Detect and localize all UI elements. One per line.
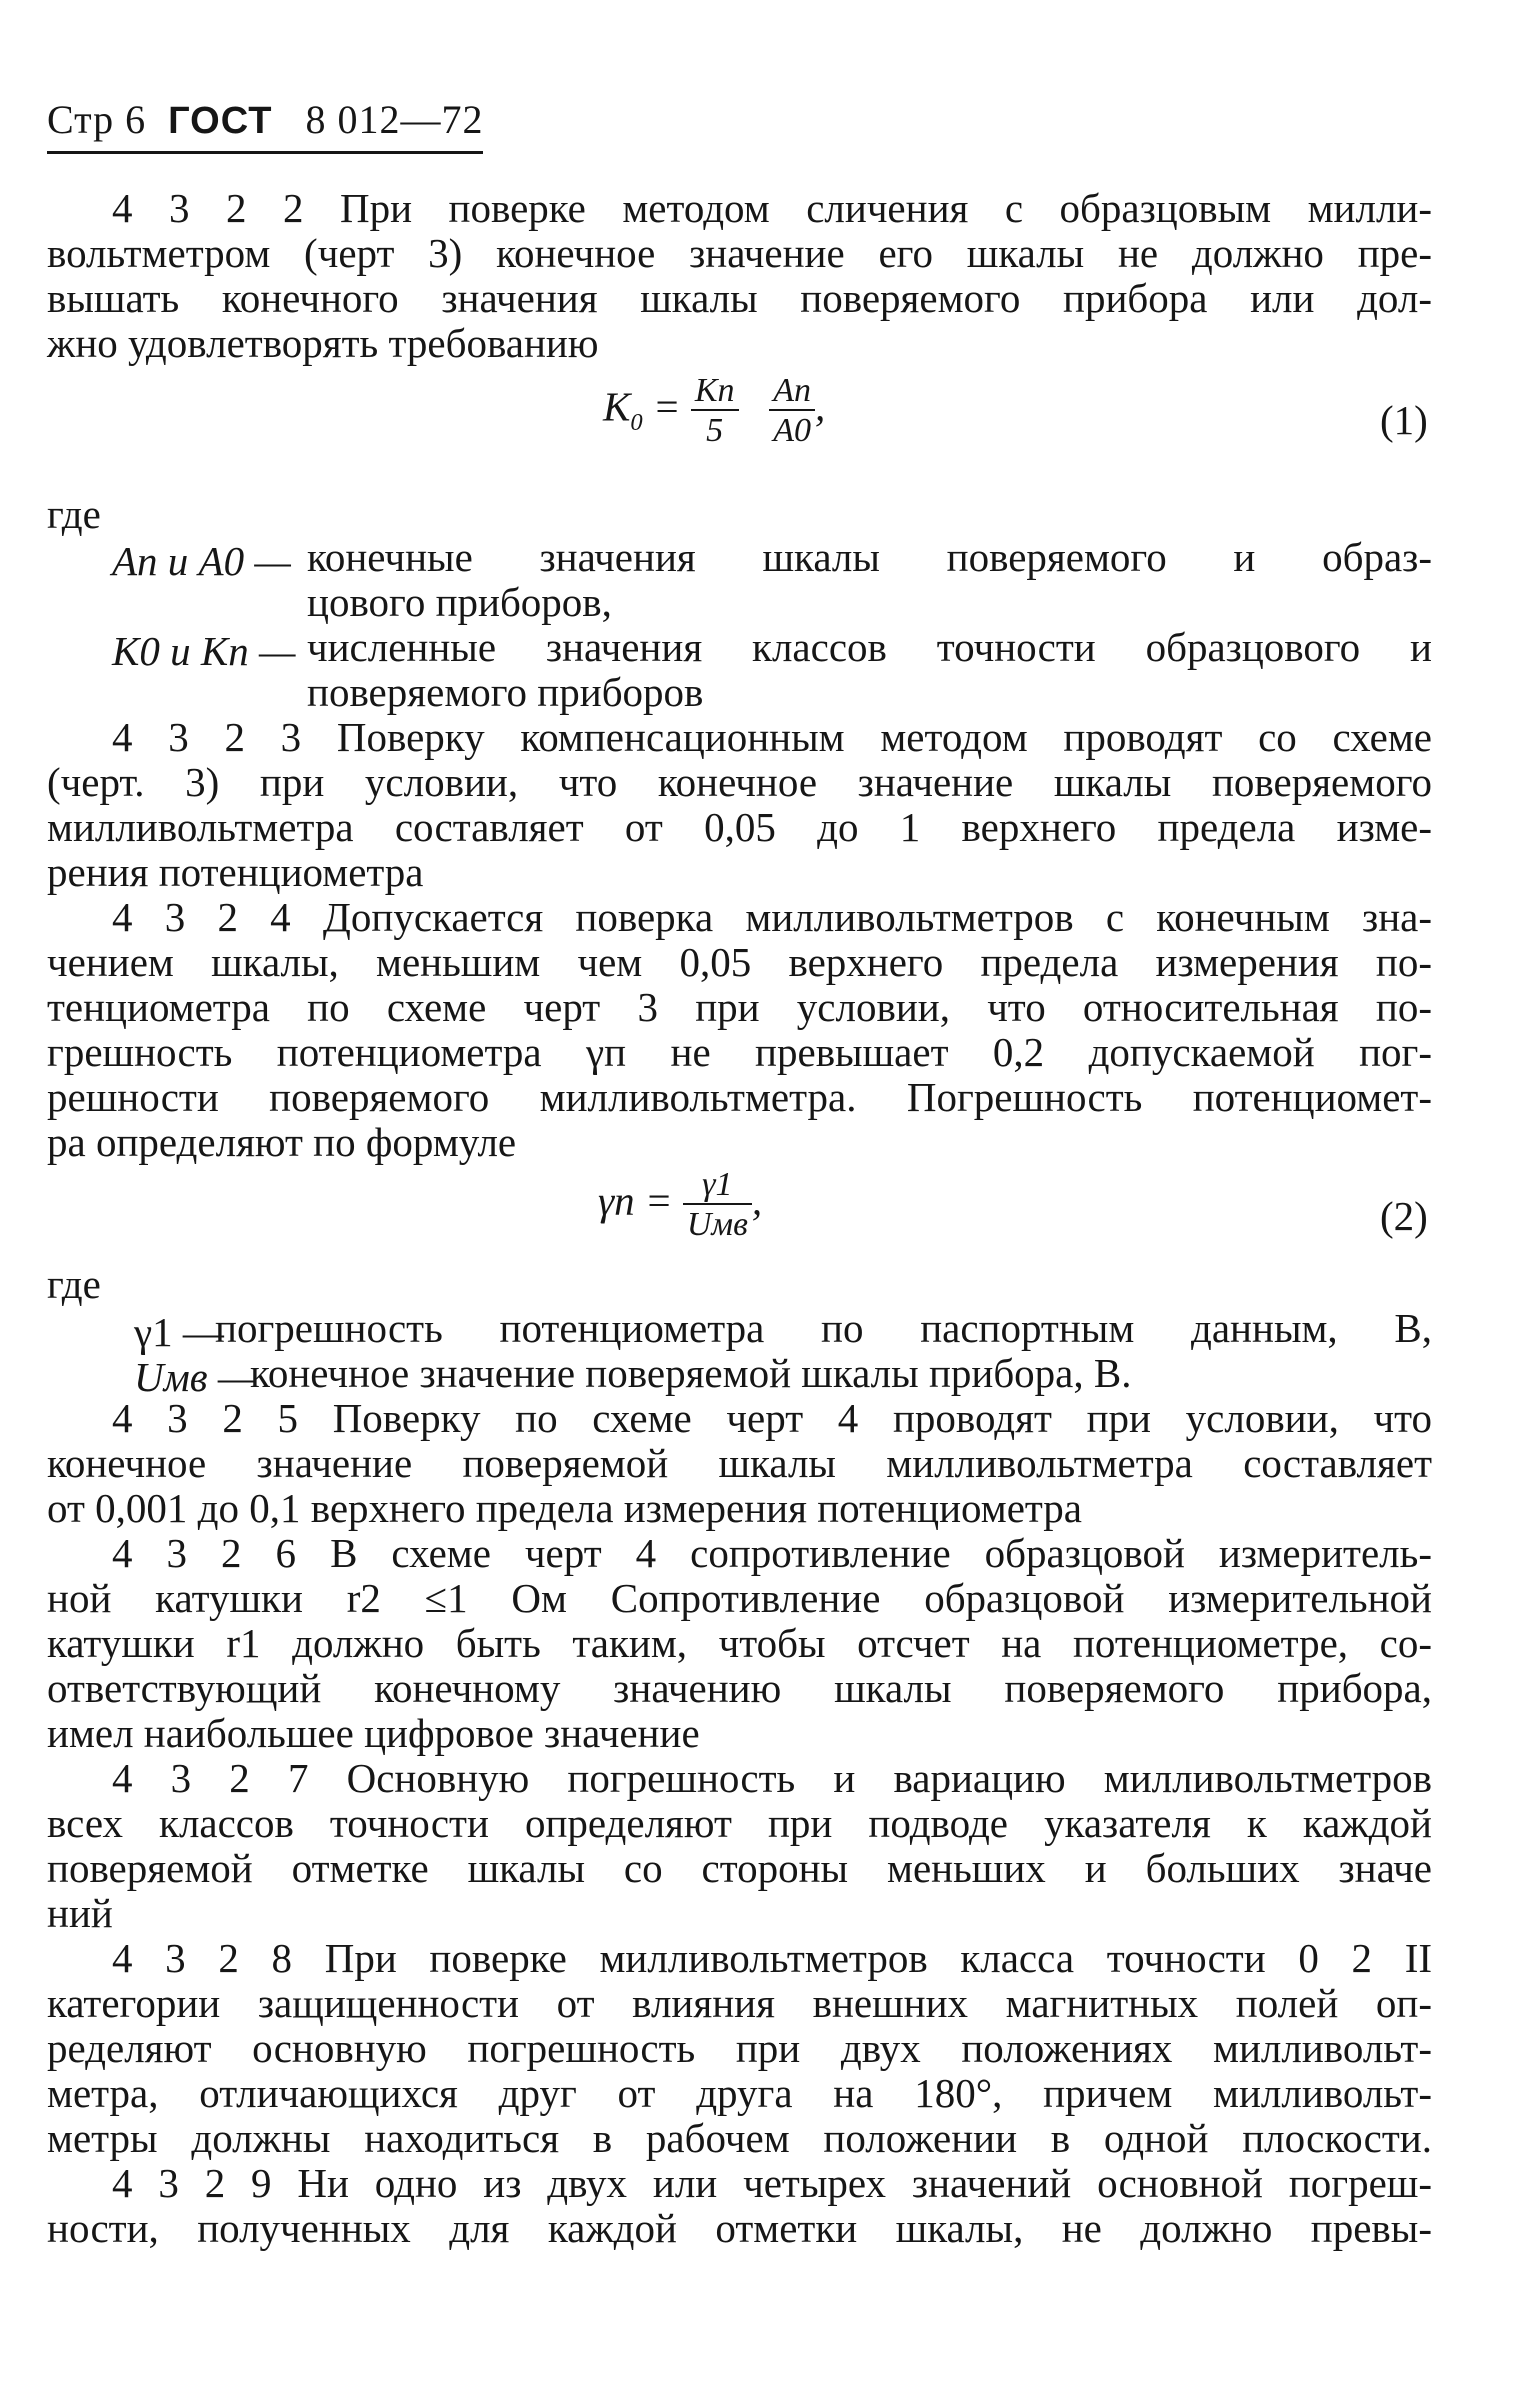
page-number-label: Стр 6 [47,97,147,142]
formula-2: γп = $\frac{\gamma 1}{\text{Uмв}}$ , [598,1166,763,1244]
paragraph-4322-line: вольтметром (черт 3) конечное значение его шкалы не должно пре- [47,230,1432,276]
definition-text: численные значения классов точности образцового и [307,624,1432,670]
paragraph-4328-line: метры должны находиться в рабочем положении в одной плоскости. [47,2115,1432,2161]
paragraph-4324-line: чением шкалы, меньшим чем 0,05 верхнего предела измерения по- [47,939,1432,985]
definition-text: погрешность потенциометра по паспортным данным, В, [215,1305,1432,1351]
standard-number: 8 012—72 [305,97,484,142]
formula-2-equals: = [634,1177,683,1224]
paragraph-4322-line: жно удовлетворять требованию [47,320,599,366]
formula-2-fraction: $\frac{\gamma 1}{\text{Uмв}}$ [683,1166,752,1244]
paragraph-4328-line: 4 3 2 8 При поверке милливольтметров класса точности 0 2 II [112,1935,1432,1981]
paragraph-4328-line: категории защищенности от влияния внешних магнитных полей оп- [47,1980,1432,2026]
paragraph-4323-line: 4 3 2 3 Поверку компенсационным методом проводят со схеме [112,714,1432,760]
paragraph-4325-line: 4 3 2 5 Поверку по схеме черт 4 проводят при условии, что [112,1395,1432,1441]
paragraph-4326-line: 4 3 2 6 В схеме черт 4 сопротивление образцовой измеритель- [112,1530,1432,1576]
paragraph-4326-line: катушки r1 должно быть таким, чтобы отсчет на потенциометре, со- [47,1620,1432,1666]
where-label: где [47,491,101,537]
formula-1-lhs: K [603,383,631,430]
definition-text: поверяемого приборов [307,669,704,715]
formula-1-lhs-sub: 0 [630,408,643,436]
formula-2-lhs: γп [598,1177,635,1224]
paragraph-4327-line: всех классов точности определяют при подводе указателя к каждой [47,1800,1432,1846]
paragraph-4327-line: ний [47,1890,113,1936]
paragraph-4322-line: вышать конечного значения шкалы поверяемого прибора или дол- [47,275,1432,321]
formula-1-number: (1) [1380,397,1428,443]
formula-1-equals: = [642,383,691,430]
definition-term: γ1 — [134,1309,224,1355]
standard-abbrev: ГОСТ [168,100,273,142]
paragraph-4324-line: решности поверяемого милливольтметра. Погрешность потенциомет- [47,1074,1432,1120]
paragraph-4328-line: ределяют основную погрешность при двух положениях милливольт- [47,2025,1432,2071]
paragraph-4322-line: 4 3 2 2 При поверке методом сличения с образцовым милли- [112,185,1432,231]
paragraph-4329-line: 4 3 2 9 Ни одно из двух или четырех значений основной погреш- [112,2160,1432,2206]
paragraph-4324-line: тенциометра по схеме черт 3 при условии, что относительная по- [47,984,1432,1030]
paragraph-4323-line: рения потенциометра [47,849,424,895]
paragraph-4328-line: метра, отличающихся друг от друга на 180°, причем милливольт- [47,2070,1432,2116]
page-header [47,96,483,154]
definition-term: K0 и Kп — [112,628,296,674]
definition-text: конечные значения шкалы поверяемого и образ- [307,534,1432,580]
where-label: где [47,1261,101,1307]
paragraph-4325-line: конечное значение поверяемой шкалы милливольтметра составляет [47,1440,1432,1486]
paragraph-4324-line: грешность потенциометра γп не превышает 0,2 допускаемой пог- [47,1029,1432,1075]
paragraph-4326-line: ответствующий конечному значению шкалы поверяемого прибора, [47,1665,1432,1711]
formula-1: $K_0$ = $\frac{Kп}{5}$ $\frac{Aп}{A0}$ , [603,372,826,450]
definition-term: Aп и A0 — [112,538,291,584]
paragraph-4323-line: милливольтметра составляет от 0,05 до 1 верхнего предела изме- [47,804,1432,850]
definition-text: цового приборов, [307,579,612,625]
formula-1-fraction-2: $\frac{Aп}{A0}$ [769,372,815,450]
formula-1-fraction-1: $\frac{Kп}{5}$ [691,372,739,450]
paragraph-4324-line: 4 3 2 4 Допускается поверка милливольтметров с конечным зна- [112,894,1432,940]
paragraph-4327-line: 4 3 2 7 Основную погрешность и вариацию милливольтметров [112,1755,1432,1801]
paragraph-4325-line: от 0,001 до 0,1 верхнего предела измерения потенциометра [47,1485,1083,1531]
paragraph-4324-line: ра определяют по формуле [47,1119,517,1165]
definition-text: конечное значение поверяемой шкалы прибора, В. [250,1350,1132,1396]
definition-term: Uмв — [134,1354,255,1400]
paragraph-4326-line: ной катушки r2 ≤1 Ом Сопротивление образцовой измерительной [47,1575,1432,1621]
paragraph-4323-line: (черт. 3) при условии, что конечное значение шкалы поверяемого [47,759,1432,805]
formula-2-number: (2) [1380,1193,1428,1239]
paragraph-4326-line: имел наибольшее цифровое значение [47,1710,700,1756]
paragraph-4327-line: поверяемой отметке шкалы со стороны меньших и больших значе [47,1845,1432,1891]
paragraph-4329-line: ности, полученных для каждой отметки шкалы, не должно превы- [47,2205,1432,2251]
